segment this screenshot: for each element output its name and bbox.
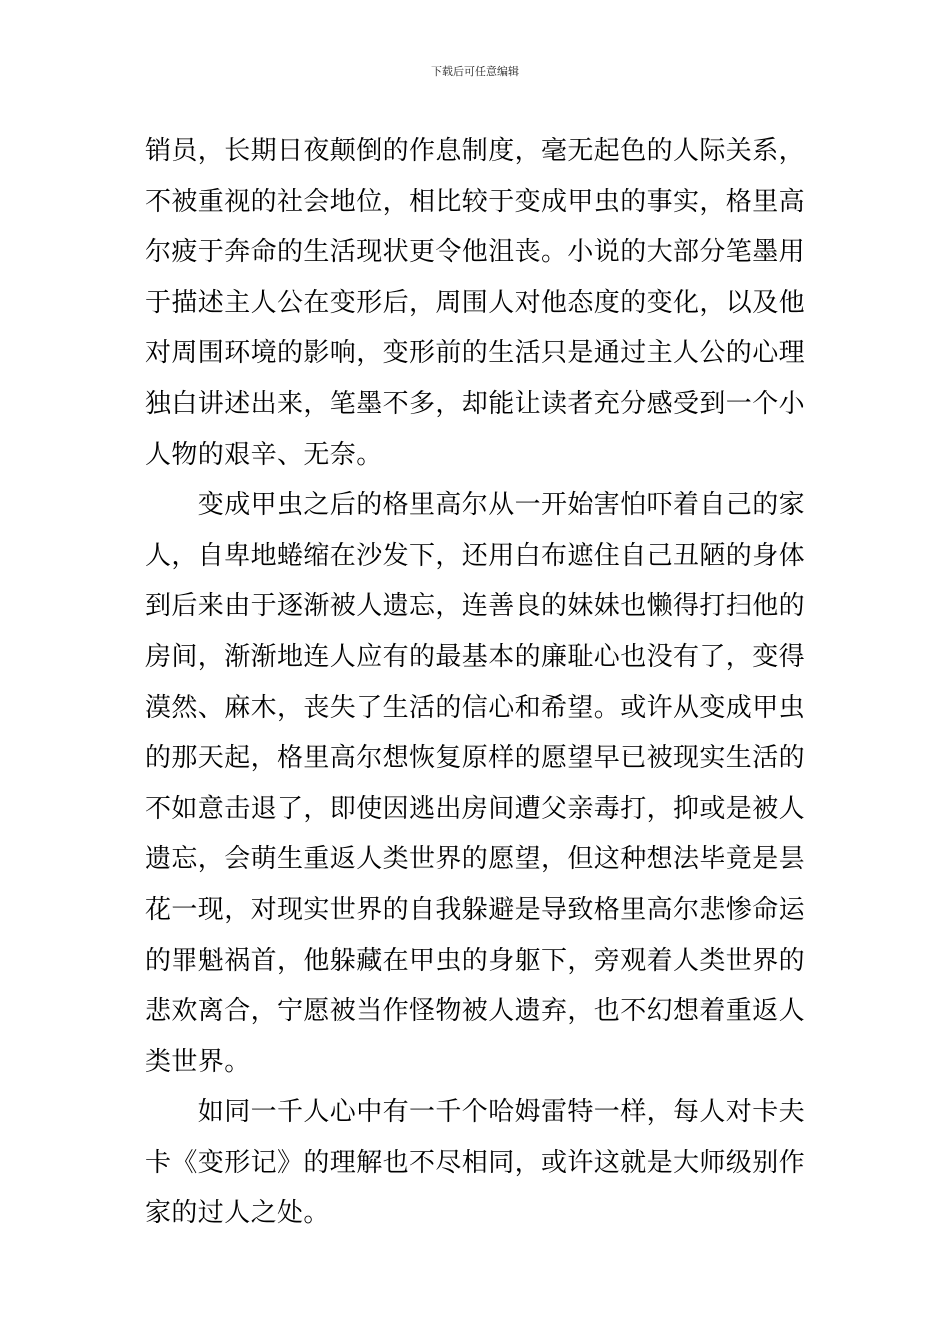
text-line: 的那天起，格里高尔想恢复原样的愿望早已被现实生活的 <box>145 743 806 774</box>
text-line: 家的过人之处。 <box>145 1198 330 1229</box>
text-line: 类世界。 <box>145 1046 251 1077</box>
text-line: 如同一千人心中有一千个哈姆雷特一样，每人对卡夫 <box>145 1097 806 1128</box>
text-line: 房间，渐渐地连人应有的最基本的廉耻心也没有了，变得 <box>145 641 806 672</box>
text-line: 到后来由于逐渐被人遗忘，连善良的妹妹也懒得打扫他的 <box>145 591 806 622</box>
text-line: 不如意击退了，即使因逃出房间遭父亲毒打，抑或是被人 <box>145 793 806 824</box>
text-line: 人物的艰辛、无奈。 <box>145 439 383 470</box>
text-line: 悲欢离合，宁愿被当作怪物被人遗弃，也不幻想着重返人 <box>145 996 806 1027</box>
text-line: 销员，长期日夜颠倒的作息制度，毫无起色的人际关系， <box>145 136 806 166</box>
text-line: 漠然、麻木，丧失了生活的信心和希望。或许从变成甲虫 <box>145 692 806 723</box>
text-line: 人，自卑地蜷缩在沙发下，还用白布遮住自己丑陋的身体 <box>145 540 806 571</box>
text-line: 于描述主人公在变形后，周围人对他态度的变化，以及他 <box>145 287 806 318</box>
text-line: 的罪魁祸首，他躲藏在甲虫的身躯下，旁观着人类世界的 <box>145 945 806 976</box>
text-line: 变成甲虫之后的格里高尔从一开始害怕吓着自己的家 <box>145 490 806 521</box>
text-line: 卡《变形记》的理解也不尽相同，或许这就是大师级别作 <box>145 1147 806 1178</box>
text-line: 尔疲于奔命的生活现状更令他沮丧。小说的大部分笔墨用 <box>145 237 806 268</box>
text-line: 花一现，对现实世界的自我躲避是导致格里高尔悲惨命运 <box>145 894 806 925</box>
text-line: 独白讲述出来，笔墨不多，却能让读者充分感受到一个小 <box>145 388 806 419</box>
document-body <box>145 126 815 1239</box>
text-line: 不被重视的社会地位，相比较于变成甲虫的事实，格里高 <box>145 186 806 217</box>
page-header: 下载后可任意编辑 <box>431 65 519 78</box>
text-line: 遗忘，会萌生重返人类世界的愿望，但这种想法毕竟是昙 <box>145 844 806 875</box>
text-line: 对周围环境的影响，变形前的生活只是通过主人公的心理 <box>145 338 806 369</box>
